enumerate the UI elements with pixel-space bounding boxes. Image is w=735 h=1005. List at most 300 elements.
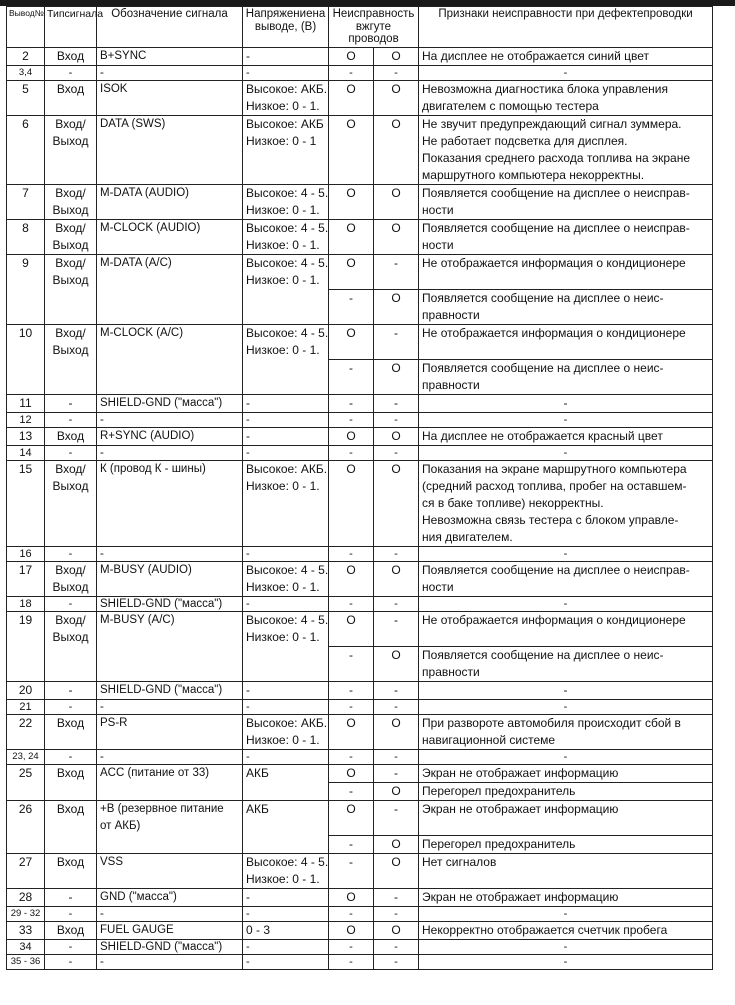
cell-line: Выход — [52, 579, 89, 594]
cell-line: - — [563, 955, 568, 968]
pin-cell: 13 — [7, 427, 45, 445]
cell-line: К (провод К - шины) — [100, 462, 206, 475]
signal-name-cell — [97, 699, 243, 714]
fault-open-cell: O — [329, 888, 374, 906]
cell-line: B+SYNC — [100, 49, 147, 62]
table-row — [7, 460, 713, 546]
fault-open-cell: O — [329, 324, 374, 359]
signal-name-cell — [97, 888, 243, 906]
symptom-cell — [419, 184, 713, 219]
signal-type-cell — [45, 460, 97, 546]
cell-line: Вход — [56, 765, 85, 780]
pin-cell: 20 — [7, 681, 45, 699]
signal-name-cell — [97, 939, 243, 954]
cell-line: ся в баке топливе) некорректны. — [422, 495, 604, 510]
cell-line: - — [563, 547, 568, 560]
table-row — [7, 764, 713, 782]
signal-name-cell — [97, 47, 243, 65]
signal-type-cell — [45, 596, 97, 611]
symptom-cell — [419, 954, 713, 969]
cell-line: Низкое: 0 - 1 — [246, 133, 317, 148]
signal-name-cell — [97, 324, 243, 394]
fault-open-cell: O — [329, 115, 374, 184]
cell-line: FUEL GAUGE — [100, 923, 174, 936]
cell-line: - — [246, 597, 250, 610]
symptom-cell — [419, 394, 713, 412]
signal-type-cell — [45, 65, 97, 80]
signal-name-cell — [97, 749, 243, 764]
fault-short-cell: O — [374, 921, 419, 939]
symptom-cell — [419, 412, 713, 427]
pin-cell: 14 — [7, 445, 45, 460]
cell-line: Высокое: АКБ — [246, 116, 324, 131]
cell-line: Вход — [56, 48, 85, 63]
voltage-cell — [243, 611, 329, 681]
fault-open-cell: - — [329, 939, 374, 954]
voltage-cell — [243, 80, 329, 115]
cell-line: Невозможна связь тестера с блоком управле- — [422, 512, 679, 527]
header-harness-fault: Неисправность вжгуте проводов — [329, 7, 419, 48]
fault-open-cell: - — [329, 906, 374, 921]
cell-line: маршрутного компьютера некорректны. — [422, 167, 645, 182]
fault-open-cell: - — [329, 954, 374, 969]
cell-line: - — [100, 446, 104, 459]
signal-name-cell — [97, 394, 243, 412]
connector-pinout-table — [6, 6, 713, 970]
pin-cell: 11 — [7, 394, 45, 412]
cell-line: Вход — [56, 715, 85, 730]
cell-line: Появляется сообщение на дисплее о неис- — [422, 647, 664, 662]
cell-line: двигателем с помощью тестера — [422, 98, 599, 113]
cell-line: - — [100, 66, 104, 79]
symptom-cell — [419, 749, 713, 764]
cell-line: +B (резервное питание — [100, 802, 224, 815]
cell-line: Перегорел предохранитель — [422, 783, 576, 798]
fault-open-cell: O — [329, 611, 374, 646]
voltage-cell — [243, 888, 329, 906]
symptom-cell — [419, 359, 713, 394]
table-row — [7, 445, 713, 460]
symptom-cell — [419, 65, 713, 80]
cell-line: - — [100, 700, 104, 713]
cell-line: Невозможна диагностика блока управления — [422, 81, 668, 96]
cell-line: - — [246, 750, 250, 763]
pin-cell: 12 — [7, 412, 45, 427]
cell-line: ности — [422, 579, 454, 594]
pin-cell: 8 — [7, 219, 45, 254]
fault-short-cell: - — [374, 699, 419, 714]
cell-line: Низкое: 0 - 1. — [246, 732, 320, 747]
cell-line: Некорректно отображается счетчик пробега — [422, 922, 668, 937]
cell-line: Не отображается информация о кондиционере — [422, 612, 686, 627]
voltage-cell — [243, 681, 329, 699]
cell-line: Низкое: 0 - 1. — [246, 342, 320, 357]
cell-line: - — [100, 955, 104, 968]
fault-open-cell: O — [329, 800, 374, 835]
header-pin: Вывод№ — [7, 7, 45, 48]
table-row — [7, 611, 713, 646]
fault-short-cell: O — [374, 289, 419, 324]
fault-short-cell: - — [374, 324, 419, 359]
voltage-cell — [243, 412, 329, 427]
signal-name-cell — [97, 427, 243, 445]
cell-line: ния двигателем. — [422, 529, 513, 544]
table-row — [7, 412, 713, 427]
cell-line: - — [246, 682, 250, 697]
table-row — [7, 906, 713, 921]
cell-line: 0 - 3 — [246, 922, 271, 937]
cell-line: - — [68, 940, 73, 953]
cell-line: Вход/ — [55, 325, 86, 340]
cell-line: При развороте автомобиля происходит сбой в — [422, 715, 681, 730]
voltage-cell — [243, 954, 329, 969]
voltage-cell — [243, 445, 329, 460]
symptom-cell — [419, 853, 713, 888]
table-header — [7, 7, 713, 48]
cell-line: R+SYNC (AUDIO) — [100, 429, 195, 442]
signal-type-cell — [45, 714, 97, 749]
symptom-cell — [419, 764, 713, 782]
cell-line: Нет сигналов — [422, 854, 497, 869]
table-row — [7, 561, 713, 596]
pin-cell: 23, 24 — [7, 749, 45, 764]
voltage-cell — [243, 596, 329, 611]
signal-type-cell — [45, 219, 97, 254]
symptom-cell — [419, 646, 713, 681]
fault-short-cell: O — [374, 115, 419, 184]
pin-cell: 33 — [7, 921, 45, 939]
signal-type-cell — [45, 611, 97, 681]
cell-line: - — [68, 889, 73, 904]
voltage-cell — [243, 699, 329, 714]
signal-type-cell — [45, 954, 97, 969]
symptom-cell — [419, 427, 713, 445]
cell-line: навигационной системе — [422, 732, 556, 747]
voltage-cell — [243, 561, 329, 596]
cell-line: Выход — [52, 629, 89, 644]
symptom-cell — [419, 939, 713, 954]
fault-open-cell: O — [329, 254, 374, 289]
fault-short-cell: - — [374, 749, 419, 764]
cell-line: Появляется сообщение на дисплее о неисправ- — [422, 562, 690, 577]
cell-line: правности — [422, 377, 480, 392]
cell-line: - — [246, 907, 250, 920]
cell-line: Вход — [56, 922, 85, 937]
symptom-cell — [419, 835, 713, 853]
voltage-cell — [243, 800, 329, 853]
cell-line: Экран не отображает информацию — [422, 765, 619, 780]
cell-line: АКБ — [246, 765, 269, 780]
symptom-cell — [419, 611, 713, 646]
cell-line: - — [563, 597, 568, 610]
signal-type-cell — [45, 561, 97, 596]
cell-line: M-DATA (A/C) — [100, 256, 172, 269]
signal-type-cell — [45, 445, 97, 460]
cell-line: ISOK — [100, 82, 128, 95]
cell-line: Показания среднего расхода топлива на экране — [422, 150, 690, 165]
signal-type-cell — [45, 939, 97, 954]
pin-cell: 25 — [7, 764, 45, 800]
fault-short-cell: O — [374, 714, 419, 749]
voltage-cell — [243, 115, 329, 184]
cell-line: Низкое: 0 - 1. — [246, 98, 320, 113]
signal-type-cell — [45, 412, 97, 427]
fault-open-cell: - — [329, 853, 374, 888]
cell-line: - — [246, 66, 250, 79]
cell-line: - — [246, 889, 250, 904]
cell-line: - — [246, 700, 250, 713]
cell-line: - — [100, 907, 104, 920]
cell-line: Выход — [52, 202, 89, 217]
cell-line: Вход/ — [55, 220, 86, 235]
signal-type-cell — [45, 184, 97, 219]
cell-line: M-DATA (AUDIO) — [100, 186, 190, 199]
fault-short-cell: - — [374, 445, 419, 460]
cell-line: - — [100, 547, 104, 560]
cell-line: - — [68, 597, 73, 610]
pin-cell: 22 — [7, 714, 45, 749]
voltage-cell — [243, 394, 329, 412]
pin-cell: 5 — [7, 80, 45, 115]
voltage-cell — [243, 546, 329, 561]
pin-cell: 10 — [7, 324, 45, 394]
cell-line: ности — [422, 237, 454, 252]
signal-type-cell — [45, 47, 97, 65]
table-body — [7, 47, 713, 969]
cell-line: PS-R — [100, 716, 128, 729]
table-row — [7, 921, 713, 939]
cell-line: Низкое: 0 - 1. — [246, 629, 320, 644]
table-row — [7, 546, 713, 561]
voltage-cell — [243, 460, 329, 546]
cell-line: (средний расход топлива, пробег на оставшем- — [422, 478, 687, 493]
fault-open-cell: - — [329, 749, 374, 764]
fault-open-cell: O — [329, 47, 374, 65]
pin-cell: 15 — [7, 460, 45, 546]
header-voltage: Напряжениена выводе, (В) — [243, 7, 329, 48]
cell-line: - — [563, 700, 568, 713]
fault-open-cell: - — [329, 394, 374, 412]
signal-type-cell — [45, 906, 97, 921]
cell-line: SHIELD-GND ("масса") — [100, 940, 223, 953]
signal-name-cell — [97, 219, 243, 254]
fault-open-cell: O — [329, 764, 374, 782]
signal-name-cell — [97, 445, 243, 460]
fault-open-cell: - — [329, 546, 374, 561]
signal-type-cell — [45, 546, 97, 561]
cell-line: Не отображается информация о кондиционере — [422, 255, 686, 270]
cell-line: - — [68, 907, 73, 920]
table-row — [7, 888, 713, 906]
fault-open-cell: O — [329, 184, 374, 219]
symptom-cell — [419, 906, 713, 921]
fault-short-cell: O — [374, 47, 419, 65]
symptom-cell — [419, 596, 713, 611]
table-row — [7, 800, 713, 835]
signal-type-cell — [45, 681, 97, 699]
fault-open-cell: - — [329, 445, 374, 460]
signal-name-cell — [97, 184, 243, 219]
voltage-cell — [243, 65, 329, 80]
fault-short-cell: - — [374, 596, 419, 611]
cell-line: SHIELD-GND ("масса") — [100, 597, 223, 610]
cell-line: Низкое: 0 - 1. — [246, 272, 320, 287]
table-row — [7, 254, 713, 289]
fault-short-cell: O — [374, 359, 419, 394]
cell-line: - — [563, 66, 568, 79]
fault-open-cell: O — [329, 561, 374, 596]
fault-short-cell: O — [374, 835, 419, 853]
cell-line: Низкое: 0 - 1. — [246, 478, 320, 493]
header-symptoms: Признаки неисправности при дефектепроводки — [419, 7, 713, 48]
cell-line: Появляется сообщение на дисплее о неисправ- — [422, 220, 690, 235]
fault-short-cell: - — [374, 800, 419, 835]
cell-line: Выход — [52, 342, 89, 357]
table-row — [7, 47, 713, 65]
pin-cell: 7 — [7, 184, 45, 219]
cell-line: Низкое: 0 - 1. — [246, 871, 320, 886]
cell-line: - — [246, 547, 250, 560]
symptom-cell — [419, 324, 713, 359]
signal-name-cell — [97, 906, 243, 921]
cell-line: Вход/ — [55, 562, 86, 577]
symptom-cell — [419, 254, 713, 289]
signal-name-cell — [97, 254, 243, 324]
cell-line: правности — [422, 664, 480, 679]
fault-short-cell: - — [374, 254, 419, 289]
voltage-cell — [243, 921, 329, 939]
table-row — [7, 394, 713, 412]
cell-line — [422, 818, 709, 835]
signal-name-cell — [97, 115, 243, 184]
fault-short-cell: - — [374, 546, 419, 561]
table-row — [7, 681, 713, 699]
pin-cell: 27 — [7, 853, 45, 888]
table-row — [7, 749, 713, 764]
fault-open-cell: O — [329, 219, 374, 254]
fault-short-cell: - — [374, 681, 419, 699]
cell-line: - — [246, 395, 250, 410]
cell-line: Выход — [52, 478, 89, 493]
cell-line: ности — [422, 202, 454, 217]
cell-line: Вход/ — [55, 255, 86, 270]
fault-open-cell: O — [329, 921, 374, 939]
signal-name-cell — [97, 65, 243, 80]
signal-name-cell — [97, 546, 243, 561]
fault-open-cell: - — [329, 646, 374, 681]
fault-short-cell: O — [374, 646, 419, 681]
header-signal-type: Типсигнала — [45, 7, 97, 48]
cell-line: - — [563, 907, 568, 920]
cell-line: ACC (питание от 33) — [100, 766, 210, 779]
cell-line: правности — [422, 307, 480, 322]
signal-type-cell — [45, 115, 97, 184]
cell-line: от АКБ) — [100, 819, 141, 832]
cell-line: SHIELD-GND ("масса") — [100, 396, 223, 409]
voltage-cell — [243, 939, 329, 954]
symptom-cell — [419, 80, 713, 115]
cell-line: - — [68, 413, 73, 426]
fault-short-cell: - — [374, 764, 419, 782]
fault-short-cell: O — [374, 460, 419, 546]
signal-name-cell — [97, 460, 243, 546]
pin-cell: 19 — [7, 611, 45, 681]
symptom-cell — [419, 800, 713, 835]
fault-short-cell: O — [374, 184, 419, 219]
signal-type-cell — [45, 764, 97, 800]
fault-open-cell: O — [329, 427, 374, 445]
fault-open-cell: - — [329, 681, 374, 699]
cell-line: VSS — [100, 855, 124, 868]
voltage-cell — [243, 219, 329, 254]
voltage-cell — [243, 184, 329, 219]
pin-cell: 9 — [7, 254, 45, 324]
symptom-cell — [419, 782, 713, 800]
cell-line — [422, 272, 709, 289]
pin-cell: 28 — [7, 888, 45, 906]
cell-line: Высокое: 4 - 5. — [246, 854, 329, 869]
cell-line: - — [563, 940, 568, 953]
cell-line: M-BUSY (A/C) — [100, 613, 175, 626]
fault-open-cell: - — [329, 412, 374, 427]
fault-short-cell: - — [374, 65, 419, 80]
cell-line — [422, 629, 709, 646]
cell-line: - — [563, 395, 568, 410]
cell-line: - — [68, 700, 73, 713]
symptom-cell — [419, 699, 713, 714]
cell-line: Выход — [52, 272, 89, 287]
fault-short-cell: - — [374, 888, 419, 906]
signal-name-cell — [97, 764, 243, 800]
cell-line: - — [100, 413, 104, 426]
fault-open-cell: - — [329, 65, 374, 80]
signal-type-cell — [45, 800, 97, 853]
cell-line: - — [563, 682, 568, 697]
cell-line: - — [246, 413, 250, 426]
pin-cell: 6 — [7, 115, 45, 184]
cell-line: GND ("масса") — [100, 890, 177, 903]
cell-line: Высокое: АКБ. — [246, 715, 328, 730]
fault-open-cell: - — [329, 699, 374, 714]
cell-line: Перегорел предохранитель — [422, 836, 576, 851]
pin-cell: 35 - 36 — [7, 954, 45, 969]
cell-line: Вход/ — [55, 461, 86, 476]
table-row — [7, 80, 713, 115]
pin-cell: 18 — [7, 596, 45, 611]
cell-line: Появляется сообщение на дисплее о неисправ- — [422, 185, 690, 200]
table-row — [7, 184, 713, 219]
cell-line: - — [68, 66, 73, 79]
signal-name-cell — [97, 853, 243, 888]
symptom-cell — [419, 888, 713, 906]
pin-cell: 17 — [7, 561, 45, 596]
cell-line: - — [246, 428, 250, 443]
signal-name-cell — [97, 800, 243, 853]
cell-line: Высокое: 4 - 5. — [246, 612, 329, 627]
cell-line: - — [563, 413, 568, 426]
cell-line: - — [68, 955, 73, 968]
cell-line: Высокое: АКБ. — [246, 461, 328, 476]
header-signal-name: Обозначение сигнала — [97, 7, 243, 48]
signal-type-cell — [45, 394, 97, 412]
cell-line: SHIELD-GND ("масса") — [100, 683, 223, 696]
cell-line: - — [68, 395, 73, 410]
cell-line: Низкое: 0 - 1. — [246, 202, 320, 217]
fault-open-cell: - — [329, 835, 374, 853]
fault-short-cell: - — [374, 954, 419, 969]
fault-open-cell: - — [329, 782, 374, 800]
symptom-cell — [419, 681, 713, 699]
